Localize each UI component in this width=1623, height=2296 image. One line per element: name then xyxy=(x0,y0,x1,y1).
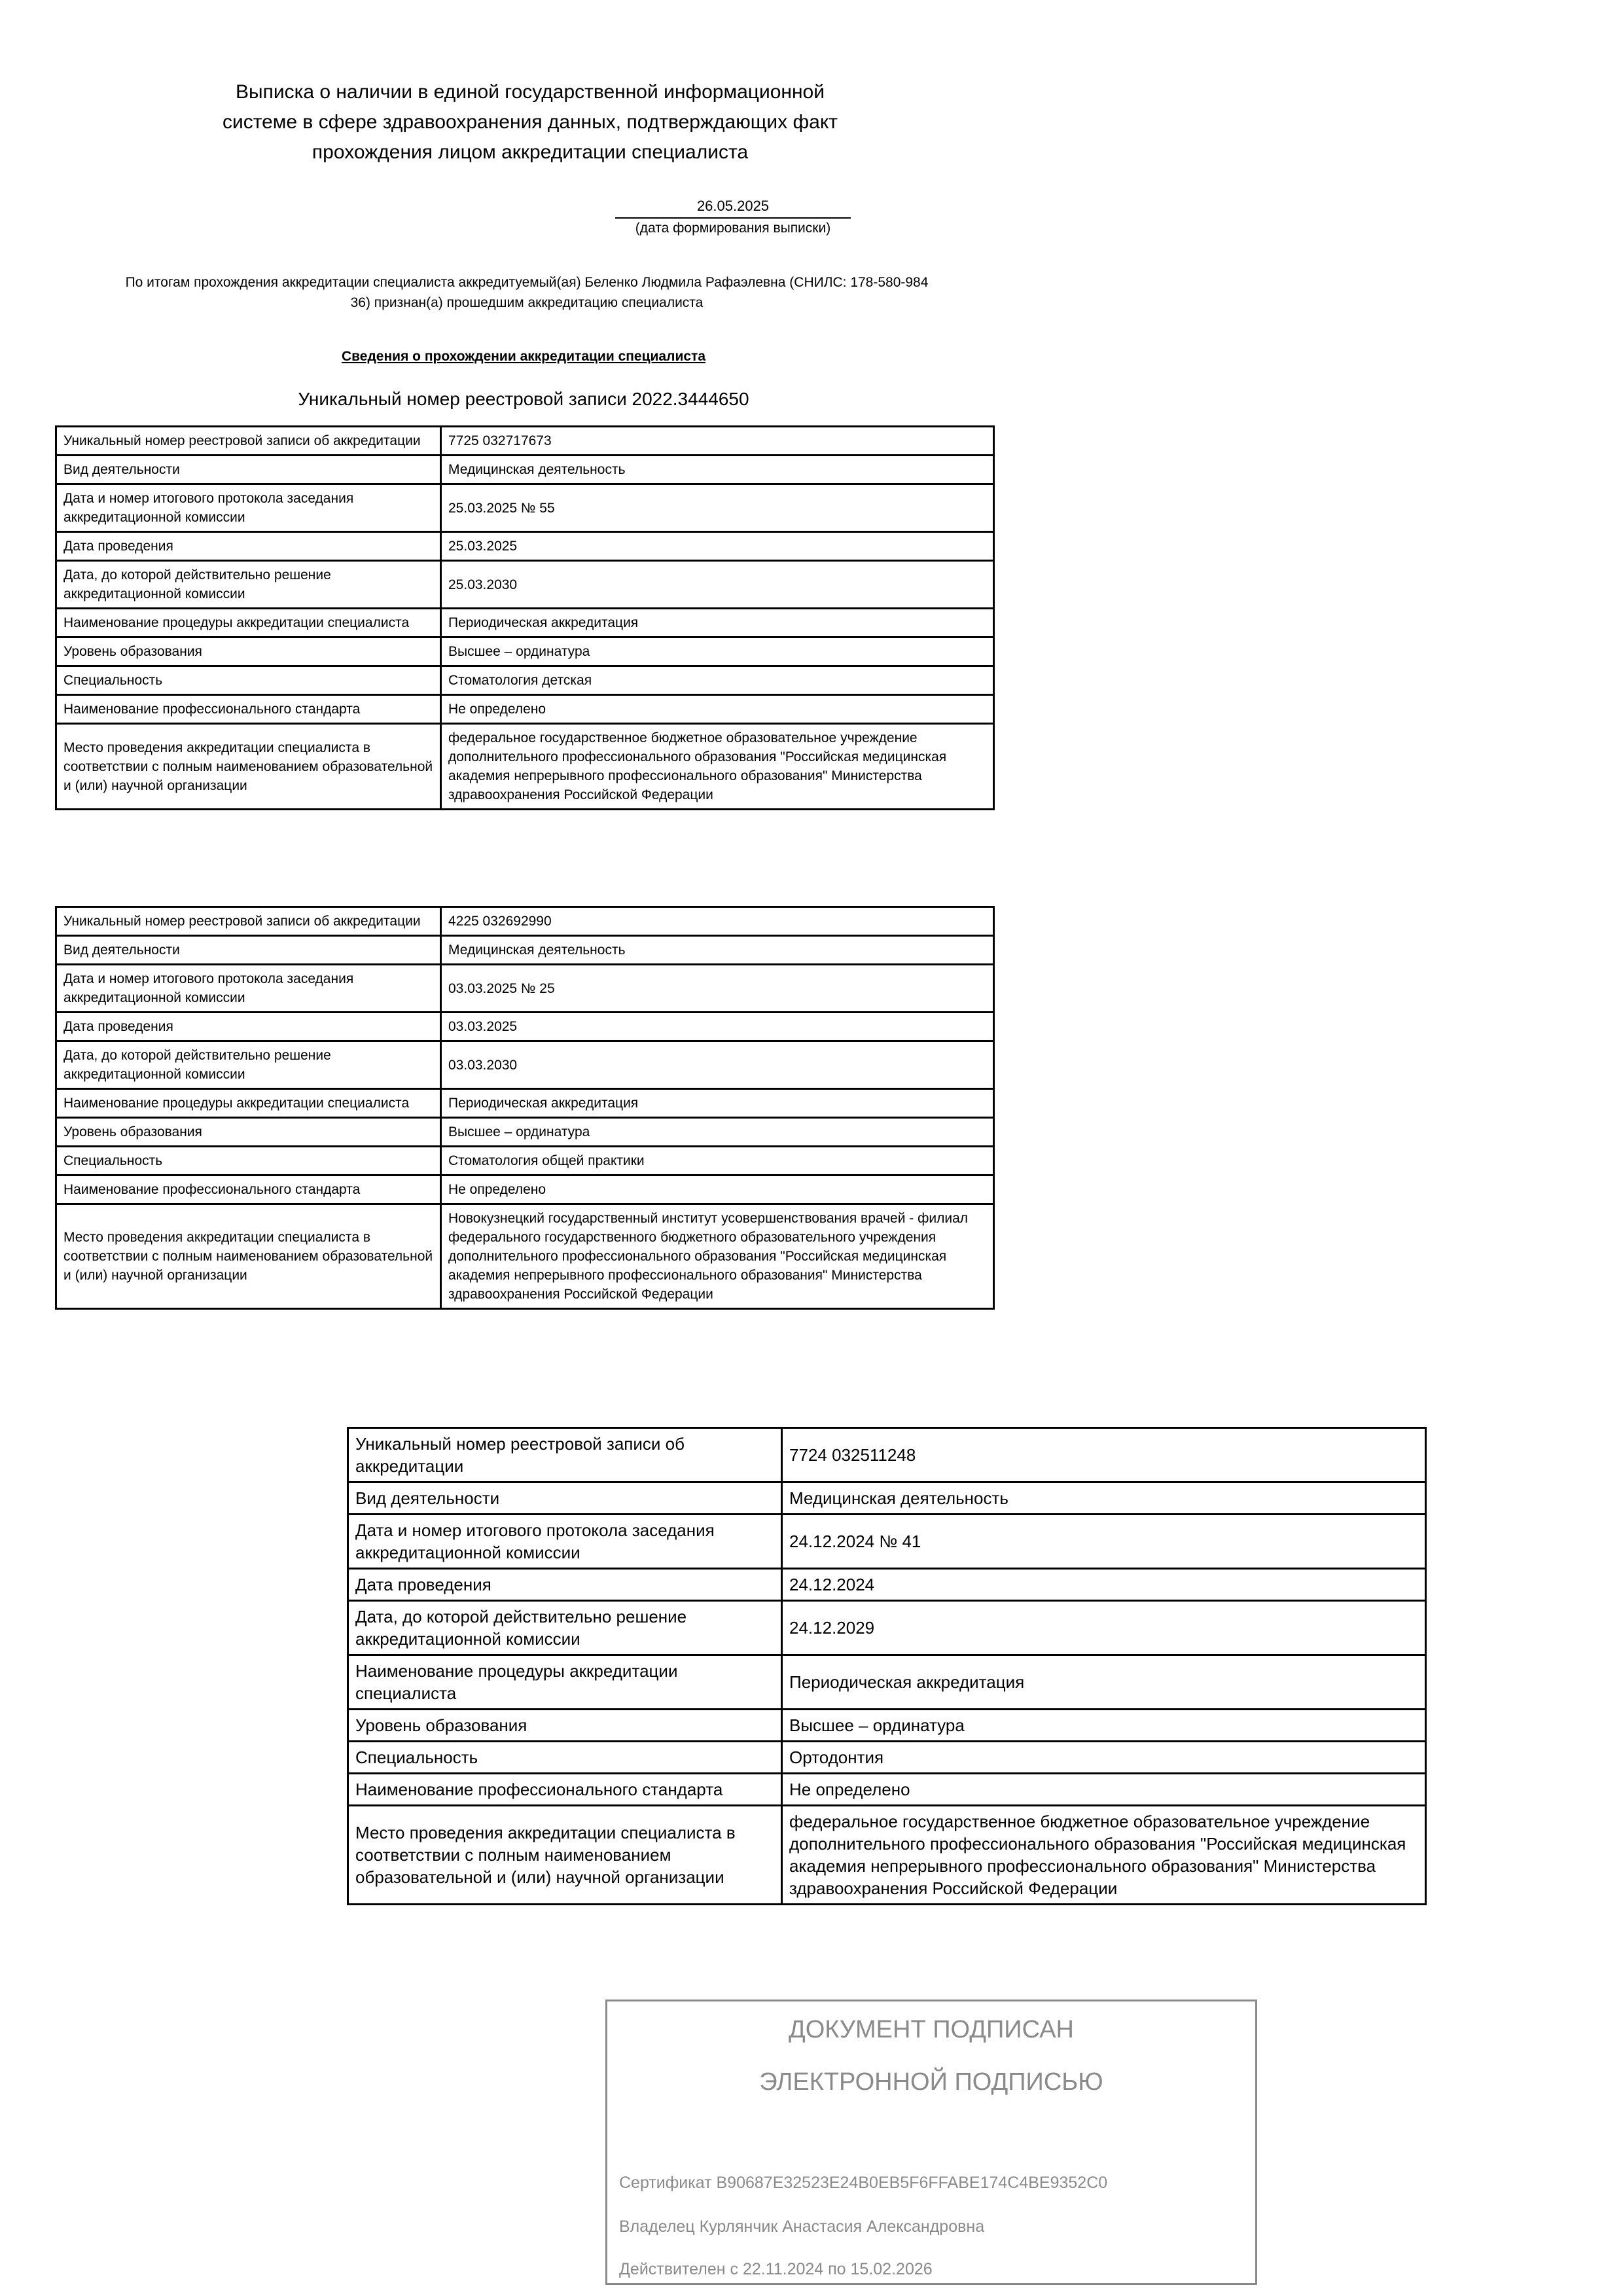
row-value: 7724 032511248 xyxy=(782,1428,1426,1482)
table-row xyxy=(56,561,994,609)
row-value: 7725 032717673 xyxy=(441,427,994,456)
row-value: 25.03.2025 xyxy=(441,532,994,561)
table-row xyxy=(56,1147,994,1175)
row-label: Уникальный номер реестровой записи об аккредитации xyxy=(348,1428,782,1482)
table-row xyxy=(56,965,994,1013)
row-value: 03.03.2025 № 25 xyxy=(441,965,994,1013)
table-row xyxy=(348,1428,1426,1482)
section-title: Сведения о прохождении аккредитации специалиста xyxy=(342,349,705,364)
table-row xyxy=(56,1118,994,1147)
table-row xyxy=(56,1041,994,1089)
table-row xyxy=(56,936,994,965)
row-label: Наименование профессионального стандарта xyxy=(348,1774,782,1806)
row-label: Дата, до которой действительно решение аккредитационной комиссии xyxy=(56,1041,441,1089)
table-row xyxy=(56,484,994,532)
row-label: Дата и номер итогового протокола заседания аккредитационной комиссии xyxy=(348,1515,782,1569)
table-row xyxy=(56,1013,994,1041)
row-value: 24.12.2029 xyxy=(782,1601,1426,1655)
row-value: Высшее – ординатура xyxy=(782,1710,1426,1742)
row-label: Дата и номер итогового протокола заседания аккредитационной комиссии xyxy=(56,965,441,1013)
table-row xyxy=(348,1515,1426,1569)
row-label: Уровень образования xyxy=(348,1710,782,1742)
stamp-certificate: Сертификат B90687E32523E24B0EB5F6FFABE174C4BE9352C0 xyxy=(619,2174,1108,2192)
table-row xyxy=(56,1175,994,1204)
row-value: Не определено xyxy=(441,1175,994,1204)
row-value: Медицинская деятельность xyxy=(782,1482,1426,1515)
intro-line: По итогам прохождения аккредитации специалиста аккредитуемый(ая) Беленко Людмила Рафаэлевна (СНИЛС: 178-580-984 xyxy=(125,275,929,290)
accreditation-table xyxy=(55,906,995,1310)
row-label: Специальность xyxy=(56,666,441,695)
table-row xyxy=(56,427,994,456)
document-title xyxy=(170,77,890,168)
row-value: Периодическая аккредитация xyxy=(441,609,994,637)
row-value: 4225 032692990 xyxy=(441,907,994,936)
row-label: Дата и номер итогового протокола заседания аккредитационной комиссии xyxy=(56,484,441,532)
row-label: Дата, до которой действительно решение аккредитационной комиссии xyxy=(348,1601,782,1655)
table-row xyxy=(348,1774,1426,1806)
row-value: федеральное государственное бюджетное образовательное учреждение дополнительного профессионального образования "Российская медицинская академия непрерывного профессионального образования" Министерства здравоохранения Российской Федерации xyxy=(782,1806,1426,1905)
row-value: 24.12.2024 № 41 xyxy=(782,1515,1426,1569)
table-row xyxy=(56,907,994,936)
row-value: 25.03.2030 xyxy=(441,561,994,609)
row-value: Не определено xyxy=(441,695,994,724)
row-label: Место проведения аккредитации специалиста в соответствии с полным наименованием образовательной и (или) научной организации xyxy=(56,1204,441,1309)
table-row xyxy=(56,666,994,695)
row-label: Дата, до которой действительно решение аккредитационной комиссии xyxy=(56,561,441,609)
stamp-validity: Действителен с 22.11.2024 по 15.02.2026 xyxy=(619,2260,933,2278)
table-row xyxy=(56,532,994,561)
title-line: системе в сфере здравоохранения данных, подтверждающих факт xyxy=(222,111,838,133)
row-value: Стоматология общей практики xyxy=(441,1147,994,1175)
table-row xyxy=(348,1655,1426,1710)
stamp-heading: ДОКУМЕНТ ПОДПИСАН xyxy=(789,2016,1074,2043)
table-row xyxy=(56,1204,994,1309)
table-row xyxy=(348,1742,1426,1774)
table-row xyxy=(56,609,994,637)
row-value: Высшее – ординатура xyxy=(441,1118,994,1147)
row-value: Не определено xyxy=(782,1774,1426,1806)
row-label: Наименование профессионального стандарта xyxy=(56,695,441,724)
registry-unique-number: Уникальный номер реестровой записи 2022.3444650 xyxy=(298,389,749,409)
title-line: Выписка о наличии в единой государственной информационной xyxy=(236,81,825,103)
intro-line: 36) признан(а) прошедшим аккредитацию специалиста xyxy=(350,295,704,310)
row-value: федеральное государственное бюджетное образовательное учреждение дополнительного профессионального образования "Российская медицинская академия непрерывного профессионального образования" Министерства здравоохранения Российской Федерации xyxy=(441,724,994,810)
row-value: 03.03.2030 xyxy=(441,1041,994,1089)
row-label: Уникальный номер реестровой записи об аккредитации xyxy=(56,427,441,456)
row-label: Место проведения аккредитации специалиста в соответствии с полным наименованием образовательной и (или) научной организации xyxy=(348,1806,782,1905)
row-label: Вид деятельности xyxy=(56,936,441,965)
row-value: Медицинская деятельность xyxy=(441,936,994,965)
extract-date: 26.05.2025 xyxy=(615,196,851,219)
extract-date-caption: (дата формирования выписки) xyxy=(635,221,831,236)
table-row xyxy=(348,1569,1426,1601)
row-label: Специальность xyxy=(348,1742,782,1774)
row-label: Уникальный номер реестровой записи об аккредитации xyxy=(56,907,441,936)
row-value: 24.12.2024 xyxy=(782,1569,1426,1601)
table-row xyxy=(348,1806,1426,1905)
date-block xyxy=(615,196,851,238)
row-label: Дата проведения xyxy=(56,532,441,561)
intro-paragraph xyxy=(39,272,1014,313)
table-row xyxy=(56,724,994,810)
row-label: Дата проведения xyxy=(348,1569,782,1601)
row-label: Наименование процедуры аккредитации специалиста xyxy=(56,609,441,637)
table-row xyxy=(56,1089,994,1118)
title-line: прохождения лицом аккредитации специалиста xyxy=(312,141,749,163)
stamp-owner: Владелец Курлянчик Анастасия Александровна xyxy=(619,2217,985,2236)
row-label: Наименование процедуры аккредитации специалиста xyxy=(56,1089,441,1118)
row-value: Новокузнецкий государственный институт усовершенствования врачей - филиал федерального государственного бюджетного образовательного учреждения дополнительного профессионального образования "Российская медицинская академия непрерывного профессионального образования" Министерства здравоохранения Российской Федерации xyxy=(441,1204,994,1309)
row-label: Уровень образования xyxy=(56,637,441,666)
row-label: Вид деятельности xyxy=(56,456,441,484)
row-label: Наименование профессионального стандарта xyxy=(56,1175,441,1204)
row-value: Стоматология детская xyxy=(441,666,994,695)
row-value: Периодическая аккредитация xyxy=(441,1089,994,1118)
accreditation-table xyxy=(55,425,995,810)
row-label: Место проведения аккредитации специалиста в соответствии с полным наименованием образовательной и (или) научной организации xyxy=(56,724,441,810)
stamp-heading: ЭЛЕКТРОННОЙ ПОДПИСЬЮ xyxy=(759,2068,1103,2096)
row-value: Медицинская деятельность xyxy=(441,456,994,484)
row-value: 03.03.2025 xyxy=(441,1013,994,1041)
table-row xyxy=(348,1482,1426,1515)
electronic-signature-stamp xyxy=(605,2000,1257,2285)
table-row xyxy=(348,1710,1426,1742)
row-label: Вид деятельности xyxy=(348,1482,782,1515)
row-label: Дата проведения xyxy=(56,1013,441,1041)
row-label: Уровень образования xyxy=(56,1118,441,1147)
table-row xyxy=(56,695,994,724)
table-row xyxy=(56,637,994,666)
table-row xyxy=(56,456,994,484)
row-value: Высшее – ординатура xyxy=(441,637,994,666)
row-value: 25.03.2025 № 55 xyxy=(441,484,994,532)
accreditation-table xyxy=(347,1427,1427,1905)
table-row xyxy=(348,1601,1426,1655)
row-value: Периодическая аккредитация xyxy=(782,1655,1426,1710)
row-label: Специальность xyxy=(56,1147,441,1175)
row-label: Наименование процедуры аккредитации специалиста xyxy=(348,1655,782,1710)
row-value: Ортодонтия xyxy=(782,1742,1426,1774)
